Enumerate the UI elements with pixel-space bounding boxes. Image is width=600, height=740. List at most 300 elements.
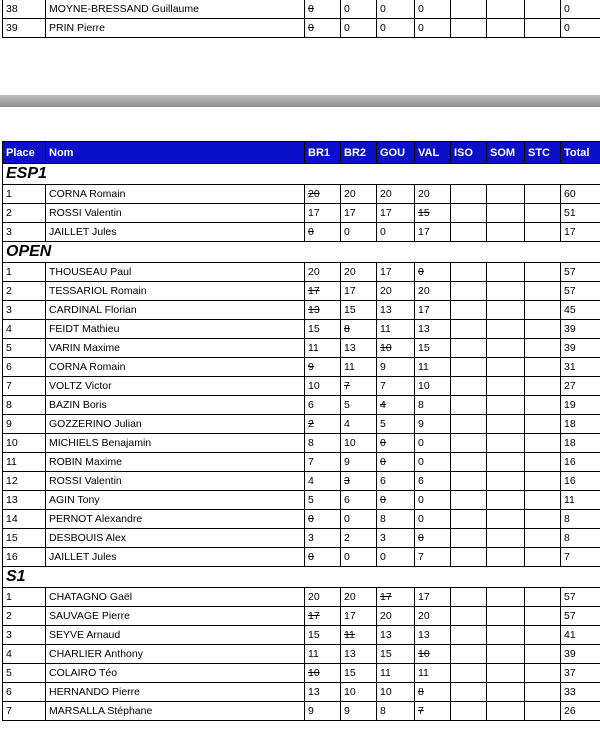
cell-br2: 11: [341, 626, 377, 645]
cell-br2: 5: [341, 396, 377, 415]
cell-gou: 20: [377, 282, 415, 301]
table-row: [3, 0, 600, 19]
cell-iso: [451, 0, 487, 19]
cell-total: 0: [561, 19, 600, 38]
table-row: [3, 453, 600, 472]
cell-gou: 20: [377, 607, 415, 626]
cell-val: 8: [415, 396, 451, 415]
cell-val: 0: [415, 0, 451, 19]
cell-som: [487, 263, 525, 282]
cell-som: [487, 453, 525, 472]
header-val: VAL: [415, 142, 451, 164]
cell-total: 11: [561, 491, 600, 510]
cell-total: 57: [561, 607, 600, 626]
cell-val: 20: [415, 185, 451, 204]
cell-gou: 11: [377, 664, 415, 683]
cell-total: 57: [561, 263, 600, 282]
cell-total: 39: [561, 645, 600, 664]
cell-val: 0: [415, 434, 451, 453]
cell-nom: ROBIN Maxime: [46, 453, 305, 472]
cell-iso: [451, 19, 487, 38]
cell-br1: 15: [305, 320, 341, 339]
cell-br2: 8: [341, 320, 377, 339]
cell-total: 45: [561, 301, 600, 320]
cell-place: 1: [3, 588, 46, 607]
cell-place: 7: [3, 377, 46, 396]
cell-stc: [525, 301, 561, 320]
table-row: [3, 626, 600, 645]
cell-gou: 0: [377, 453, 415, 472]
cell-br2: 3: [341, 472, 377, 491]
cell-iso: [451, 185, 487, 204]
cell-total: 19: [561, 396, 600, 415]
header-place: Place: [3, 142, 46, 164]
cell-place: 2: [3, 282, 46, 301]
cell-som: [487, 339, 525, 358]
cell-stc: [525, 626, 561, 645]
cell-stc: [525, 683, 561, 702]
cell-gou: 20: [377, 185, 415, 204]
cell-stc: [525, 529, 561, 548]
cell-br1: 20: [305, 263, 341, 282]
cell-br1: 17: [305, 607, 341, 626]
cell-br1: 4: [305, 472, 341, 491]
cell-nom: VOLTZ Victor: [46, 377, 305, 396]
cell-val: 0: [415, 453, 451, 472]
cell-place: 2: [3, 607, 46, 626]
cell-stc: [525, 472, 561, 491]
cell-nom: CHATAGNO Gaël: [46, 588, 305, 607]
section-title: OPEN: [3, 242, 600, 263]
table-row: [3, 204, 600, 223]
cell-place: 14: [3, 510, 46, 529]
cell-val: 15: [415, 339, 451, 358]
cell-br2: 13: [341, 339, 377, 358]
table-row: [3, 472, 600, 491]
table-row: [3, 339, 600, 358]
cell-stc: [525, 702, 561, 721]
cell-stc: [525, 588, 561, 607]
cell-place: 13: [3, 491, 46, 510]
section-divider: [0, 95, 600, 107]
cell-stc: [525, 510, 561, 529]
cell-br2: 0: [341, 19, 377, 38]
cell-som: [487, 320, 525, 339]
cell-stc: [525, 645, 561, 664]
cell-total: 17: [561, 223, 600, 242]
cell-total: 16: [561, 453, 600, 472]
cell-nom: MOYNE-BRESSAND Guillaume: [46, 0, 305, 19]
cell-place: 38: [3, 0, 46, 19]
section-title: ESP1: [3, 164, 600, 185]
cell-place: 1: [3, 263, 46, 282]
cell-total: 39: [561, 339, 600, 358]
cell-br1: 10: [305, 664, 341, 683]
cell-som: [487, 607, 525, 626]
cell-stc: [525, 358, 561, 377]
cell-place: 8: [3, 396, 46, 415]
header-total: Total: [561, 142, 600, 164]
cell-br1: 6: [305, 396, 341, 415]
cell-place: 3: [3, 301, 46, 320]
table-row: [3, 301, 600, 320]
cell-iso: [451, 320, 487, 339]
table-row: [3, 588, 600, 607]
cell-br1: 13: [305, 301, 341, 320]
cell-val: 0: [415, 263, 451, 282]
header-iso: ISO: [451, 142, 487, 164]
cell-br2: 10: [341, 434, 377, 453]
cell-iso: [451, 415, 487, 434]
cell-total: 27: [561, 377, 600, 396]
cell-br1: 17: [305, 204, 341, 223]
table-row: [3, 645, 600, 664]
cell-nom: THOUSEAU Paul: [46, 263, 305, 282]
cell-nom: PRIN Pierre: [46, 19, 305, 38]
cell-som: [487, 626, 525, 645]
previous-results-body: [3, 0, 600, 38]
cell-som: [487, 588, 525, 607]
cell-iso: [451, 548, 487, 567]
cell-nom: GOZZERINO Julian: [46, 415, 305, 434]
cell-place: 3: [3, 223, 46, 242]
cell-som: [487, 223, 525, 242]
cell-br1: 5: [305, 491, 341, 510]
cell-som: [487, 664, 525, 683]
previous-results-table: [2, 0, 600, 38]
cell-stc: [525, 491, 561, 510]
cell-som: [487, 358, 525, 377]
cell-gou: 0: [377, 0, 415, 19]
cell-gou: 13: [377, 626, 415, 645]
cell-val: 13: [415, 320, 451, 339]
cell-stc: [525, 0, 561, 19]
cell-som: [487, 510, 525, 529]
cell-som: [487, 491, 525, 510]
cell-gou: 0: [377, 491, 415, 510]
cell-place: 15: [3, 529, 46, 548]
cell-som: [487, 548, 525, 567]
cell-nom: DESBOUIS Alex: [46, 529, 305, 548]
table-row: [3, 548, 600, 567]
cell-gou: 0: [377, 223, 415, 242]
cell-br2: 15: [341, 301, 377, 320]
header-som: SOM: [487, 142, 525, 164]
cell-iso: [451, 588, 487, 607]
section-header-row: [3, 242, 600, 263]
cell-gou: 0: [377, 548, 415, 567]
cell-iso: [451, 472, 487, 491]
cell-som: [487, 415, 525, 434]
cell-gou: 17: [377, 263, 415, 282]
cell-iso: [451, 377, 487, 396]
cell-br1: 9: [305, 702, 341, 721]
header-stc: STC: [525, 142, 561, 164]
cell-total: 0: [561, 0, 600, 19]
cell-som: [487, 282, 525, 301]
cell-nom: SAUVAGE Pierre: [46, 607, 305, 626]
cell-val: 20: [415, 607, 451, 626]
cell-br2: 9: [341, 453, 377, 472]
table-row: [3, 491, 600, 510]
cell-place: 39: [3, 19, 46, 38]
cell-total: 8: [561, 510, 600, 529]
table-row: [3, 358, 600, 377]
cell-place: 16: [3, 548, 46, 567]
cell-val: 10: [415, 377, 451, 396]
cell-total: 8: [561, 529, 600, 548]
cell-iso: [451, 645, 487, 664]
cell-gou: 17: [377, 204, 415, 223]
cell-iso: [451, 434, 487, 453]
cell-br1: 13: [305, 683, 341, 702]
cell-nom: ROSSI Valentin: [46, 204, 305, 223]
cell-gou: 5: [377, 415, 415, 434]
table-row: [3, 607, 600, 626]
cell-br2: 0: [341, 223, 377, 242]
cell-som: [487, 472, 525, 491]
header-gou: GOU: [377, 142, 415, 164]
cell-iso: [451, 702, 487, 721]
cell-nom: CARDINAL Florian: [46, 301, 305, 320]
cell-val: 9: [415, 415, 451, 434]
cell-val: 17: [415, 301, 451, 320]
cell-nom: CORNA Romain: [46, 358, 305, 377]
cell-total: 51: [561, 204, 600, 223]
cell-nom: FEIDT Mathieu: [46, 320, 305, 339]
cell-val: 7: [415, 702, 451, 721]
cell-gou: 3: [377, 529, 415, 548]
cell-br2: 4: [341, 415, 377, 434]
cell-total: 26: [561, 702, 600, 721]
cell-nom: MICHIELS Benajamin: [46, 434, 305, 453]
table-row: [3, 702, 600, 721]
results-table: [2, 141, 600, 721]
cell-br2: 17: [341, 607, 377, 626]
table-row: [3, 263, 600, 282]
cell-total: 39: [561, 320, 600, 339]
cell-nom: PERNOT Alexandre: [46, 510, 305, 529]
cell-iso: [451, 510, 487, 529]
cell-stc: [525, 607, 561, 626]
cell-som: [487, 645, 525, 664]
cell-som: [487, 185, 525, 204]
cell-nom: HERNANDO Pierre: [46, 683, 305, 702]
cell-br1: 2: [305, 415, 341, 434]
cell-val: 7: [415, 548, 451, 567]
cell-val: 8: [415, 683, 451, 702]
cell-gou: 7: [377, 377, 415, 396]
cell-iso: [451, 358, 487, 377]
cell-stc: [525, 339, 561, 358]
table-row: [3, 320, 600, 339]
cell-gou: 8: [377, 702, 415, 721]
cell-br2: 6: [341, 491, 377, 510]
cell-val: 17: [415, 223, 451, 242]
cell-total: 60: [561, 185, 600, 204]
cell-iso: [451, 263, 487, 282]
cell-total: 7: [561, 548, 600, 567]
cell-total: 57: [561, 588, 600, 607]
cell-stc: [525, 396, 561, 415]
cell-gou: 0: [377, 434, 415, 453]
cell-br1: 15: [305, 626, 341, 645]
cell-gou: 0: [377, 19, 415, 38]
table-row: [3, 223, 600, 242]
cell-total: 41: [561, 626, 600, 645]
cell-place: 6: [3, 683, 46, 702]
cell-br2: 20: [341, 185, 377, 204]
cell-gou: 11: [377, 320, 415, 339]
cell-total: 33: [561, 683, 600, 702]
header-row: [3, 142, 600, 164]
cell-total: 31: [561, 358, 600, 377]
cell-br2: 2: [341, 529, 377, 548]
cell-br1: 7: [305, 453, 341, 472]
cell-place: 4: [3, 645, 46, 664]
cell-nom: TESSARIOL Romain: [46, 282, 305, 301]
cell-val: 11: [415, 358, 451, 377]
table-row: [3, 282, 600, 301]
cell-som: [487, 0, 525, 19]
cell-place: 12: [3, 472, 46, 491]
cell-total: 37: [561, 664, 600, 683]
cell-place: 5: [3, 664, 46, 683]
cell-val: 13: [415, 626, 451, 645]
table-row: [3, 415, 600, 434]
cell-som: [487, 396, 525, 415]
cell-gou: 8: [377, 510, 415, 529]
cell-total: 16: [561, 472, 600, 491]
cell-br2: 0: [341, 510, 377, 529]
cell-som: [487, 434, 525, 453]
cell-iso: [451, 529, 487, 548]
cell-place: 6: [3, 358, 46, 377]
cell-br2: 0: [341, 0, 377, 19]
cell-gou: 4: [377, 396, 415, 415]
cell-nom: SEYVE Arnaud: [46, 626, 305, 645]
cell-val: 11: [415, 664, 451, 683]
cell-place: 1: [3, 185, 46, 204]
cell-stc: [525, 453, 561, 472]
cell-stc: [525, 263, 561, 282]
cell-br2: 15: [341, 664, 377, 683]
cell-br2: 9: [341, 702, 377, 721]
cell-total: 18: [561, 415, 600, 434]
cell-val: 20: [415, 282, 451, 301]
section-header-row: [3, 164, 600, 185]
cell-som: [487, 529, 525, 548]
table-row: [3, 529, 600, 548]
cell-iso: [451, 223, 487, 242]
cell-nom: JAILLET Jules: [46, 548, 305, 567]
cell-val: 10: [415, 645, 451, 664]
cell-stc: [525, 320, 561, 339]
cell-br2: 20: [341, 588, 377, 607]
cell-place: 2: [3, 204, 46, 223]
cell-som: [487, 301, 525, 320]
cell-iso: [451, 664, 487, 683]
cell-br2: 11: [341, 358, 377, 377]
cell-br1: 8: [305, 434, 341, 453]
cell-place: 3: [3, 626, 46, 645]
cell-stc: [525, 434, 561, 453]
cell-stc: [525, 415, 561, 434]
cell-iso: [451, 626, 487, 645]
cell-iso: [451, 453, 487, 472]
cell-br1: 11: [305, 645, 341, 664]
cell-nom: CHARLIER Anthony: [46, 645, 305, 664]
cell-br1: 0: [305, 223, 341, 242]
cell-stc: [525, 282, 561, 301]
cell-iso: [451, 396, 487, 415]
cell-gou: 10: [377, 683, 415, 702]
cell-som: [487, 377, 525, 396]
cell-stc: [525, 19, 561, 38]
cell-stc: [525, 664, 561, 683]
table-row: [3, 377, 600, 396]
cell-stc: [525, 185, 561, 204]
cell-stc: [525, 223, 561, 242]
cell-val: 0: [415, 19, 451, 38]
cell-br1: 0: [305, 0, 341, 19]
cell-iso: [451, 491, 487, 510]
cell-br2: 10: [341, 683, 377, 702]
cell-gou: 10: [377, 339, 415, 358]
header-br2: BR2: [341, 142, 377, 164]
cell-val: 17: [415, 588, 451, 607]
cell-place: 9: [3, 415, 46, 434]
cell-br1: 3: [305, 529, 341, 548]
cell-val: 0: [415, 491, 451, 510]
cell-br1: 10: [305, 377, 341, 396]
cell-iso: [451, 339, 487, 358]
cell-iso: [451, 607, 487, 626]
cell-val: 15: [415, 204, 451, 223]
cell-br2: 0: [341, 548, 377, 567]
cell-place: 10: [3, 434, 46, 453]
cell-br2: 13: [341, 645, 377, 664]
table-row: [3, 664, 600, 683]
cell-place: 5: [3, 339, 46, 358]
header-br1: BR1: [305, 142, 341, 164]
cell-br2: 20: [341, 263, 377, 282]
results-body: [3, 164, 600, 721]
cell-place: 11: [3, 453, 46, 472]
table-row: [3, 434, 600, 453]
cell-nom: COLAIRO Téo: [46, 664, 305, 683]
cell-nom: MARSALLA Stéphane: [46, 702, 305, 721]
cell-br1: 11: [305, 339, 341, 358]
cell-som: [487, 19, 525, 38]
cell-iso: [451, 282, 487, 301]
cell-br1: 0: [305, 19, 341, 38]
cell-gou: 9: [377, 358, 415, 377]
cell-val: 6: [415, 472, 451, 491]
cell-som: [487, 702, 525, 721]
cell-gou: 17: [377, 588, 415, 607]
table-row: [3, 185, 600, 204]
cell-br2: 7: [341, 377, 377, 396]
cell-val: 0: [415, 529, 451, 548]
cell-br2: 17: [341, 282, 377, 301]
cell-total: 57: [561, 282, 600, 301]
cell-nom: CORNA Romain: [46, 185, 305, 204]
cell-iso: [451, 301, 487, 320]
cell-br2: 17: [341, 204, 377, 223]
table-row: [3, 683, 600, 702]
cell-iso: [451, 204, 487, 223]
